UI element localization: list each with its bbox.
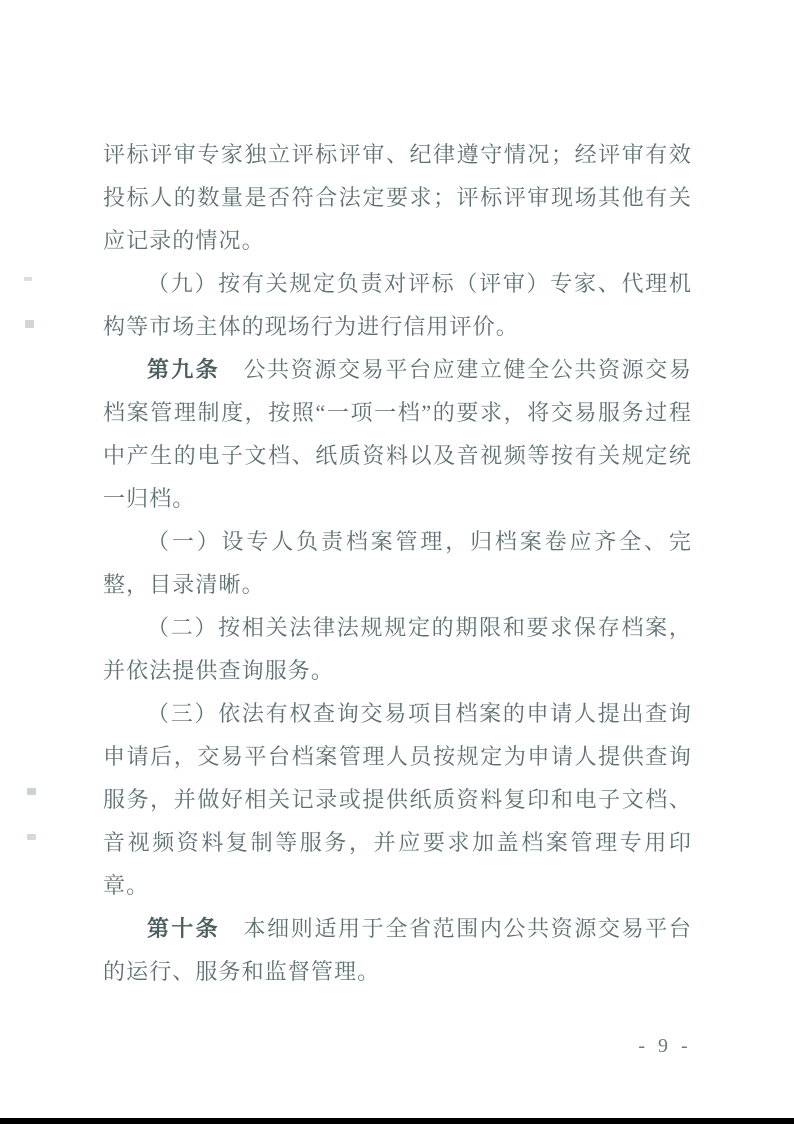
scan-artifact [27,834,36,840]
scan-artifact [25,320,34,328]
paragraph-text: 本细则适用于全省范围内公共资源交易平台的运行、服务和监督管理。 [103,916,692,984]
paragraph-text: 公共资源交易平台应建立健全公共资源交易档案管理制度，按照“一项一档”的要求，将交易服务过程中产生的电子文档、纸质资料以及音视频等按有关规定统一归档。 [103,357,692,511]
paragraph-item-nine [103,262,692,348]
paragraph-text: （二）按相关法律法规规定的期限和要求保存档案，并依法提供查询服务。 [103,615,692,683]
article-nine-number: 第九条 [147,357,220,382]
scan-edge-line [0,1118,794,1124]
paragraph-article-ten [103,907,692,993]
paragraph-article-nine [103,348,692,520]
scan-artifact [24,277,32,281]
paragraph-item-two [103,606,692,692]
paragraph-text: 评标评审专家独立评标评审、纪律遵守情况；经评审有效投标人的数量是否符合法定要求；评标评审现场其他有关应记录的情况。 [103,142,692,253]
paragraph-continuation [103,133,692,262]
paragraph-text: （九）按有关规定负责对评标（评审）专家、代理机构等市场主体的现场行为进行信用评价。 [103,271,692,339]
paragraph-item-one [103,520,692,606]
page-number: - 9 - [638,1035,692,1057]
document-body [103,133,692,993]
article-ten-number: 第十条 [147,916,220,941]
paragraph-text: （一）设专人负责档案管理，归档案卷应齐全、完整，目录清晰。 [103,529,692,597]
paragraph-item-three [103,692,692,907]
paragraph-text: （三）依法有权查询交易项目档案的申请人提出查询申请后，交易平台档案管理人员按规定为申请人提供查询服务，并做好相关记录或提供纸质资料复印和电子文档、音视频资料复制等服务，并应要求加盖档案管理专用印章。 [103,701,692,898]
scan-artifact [27,788,36,795]
